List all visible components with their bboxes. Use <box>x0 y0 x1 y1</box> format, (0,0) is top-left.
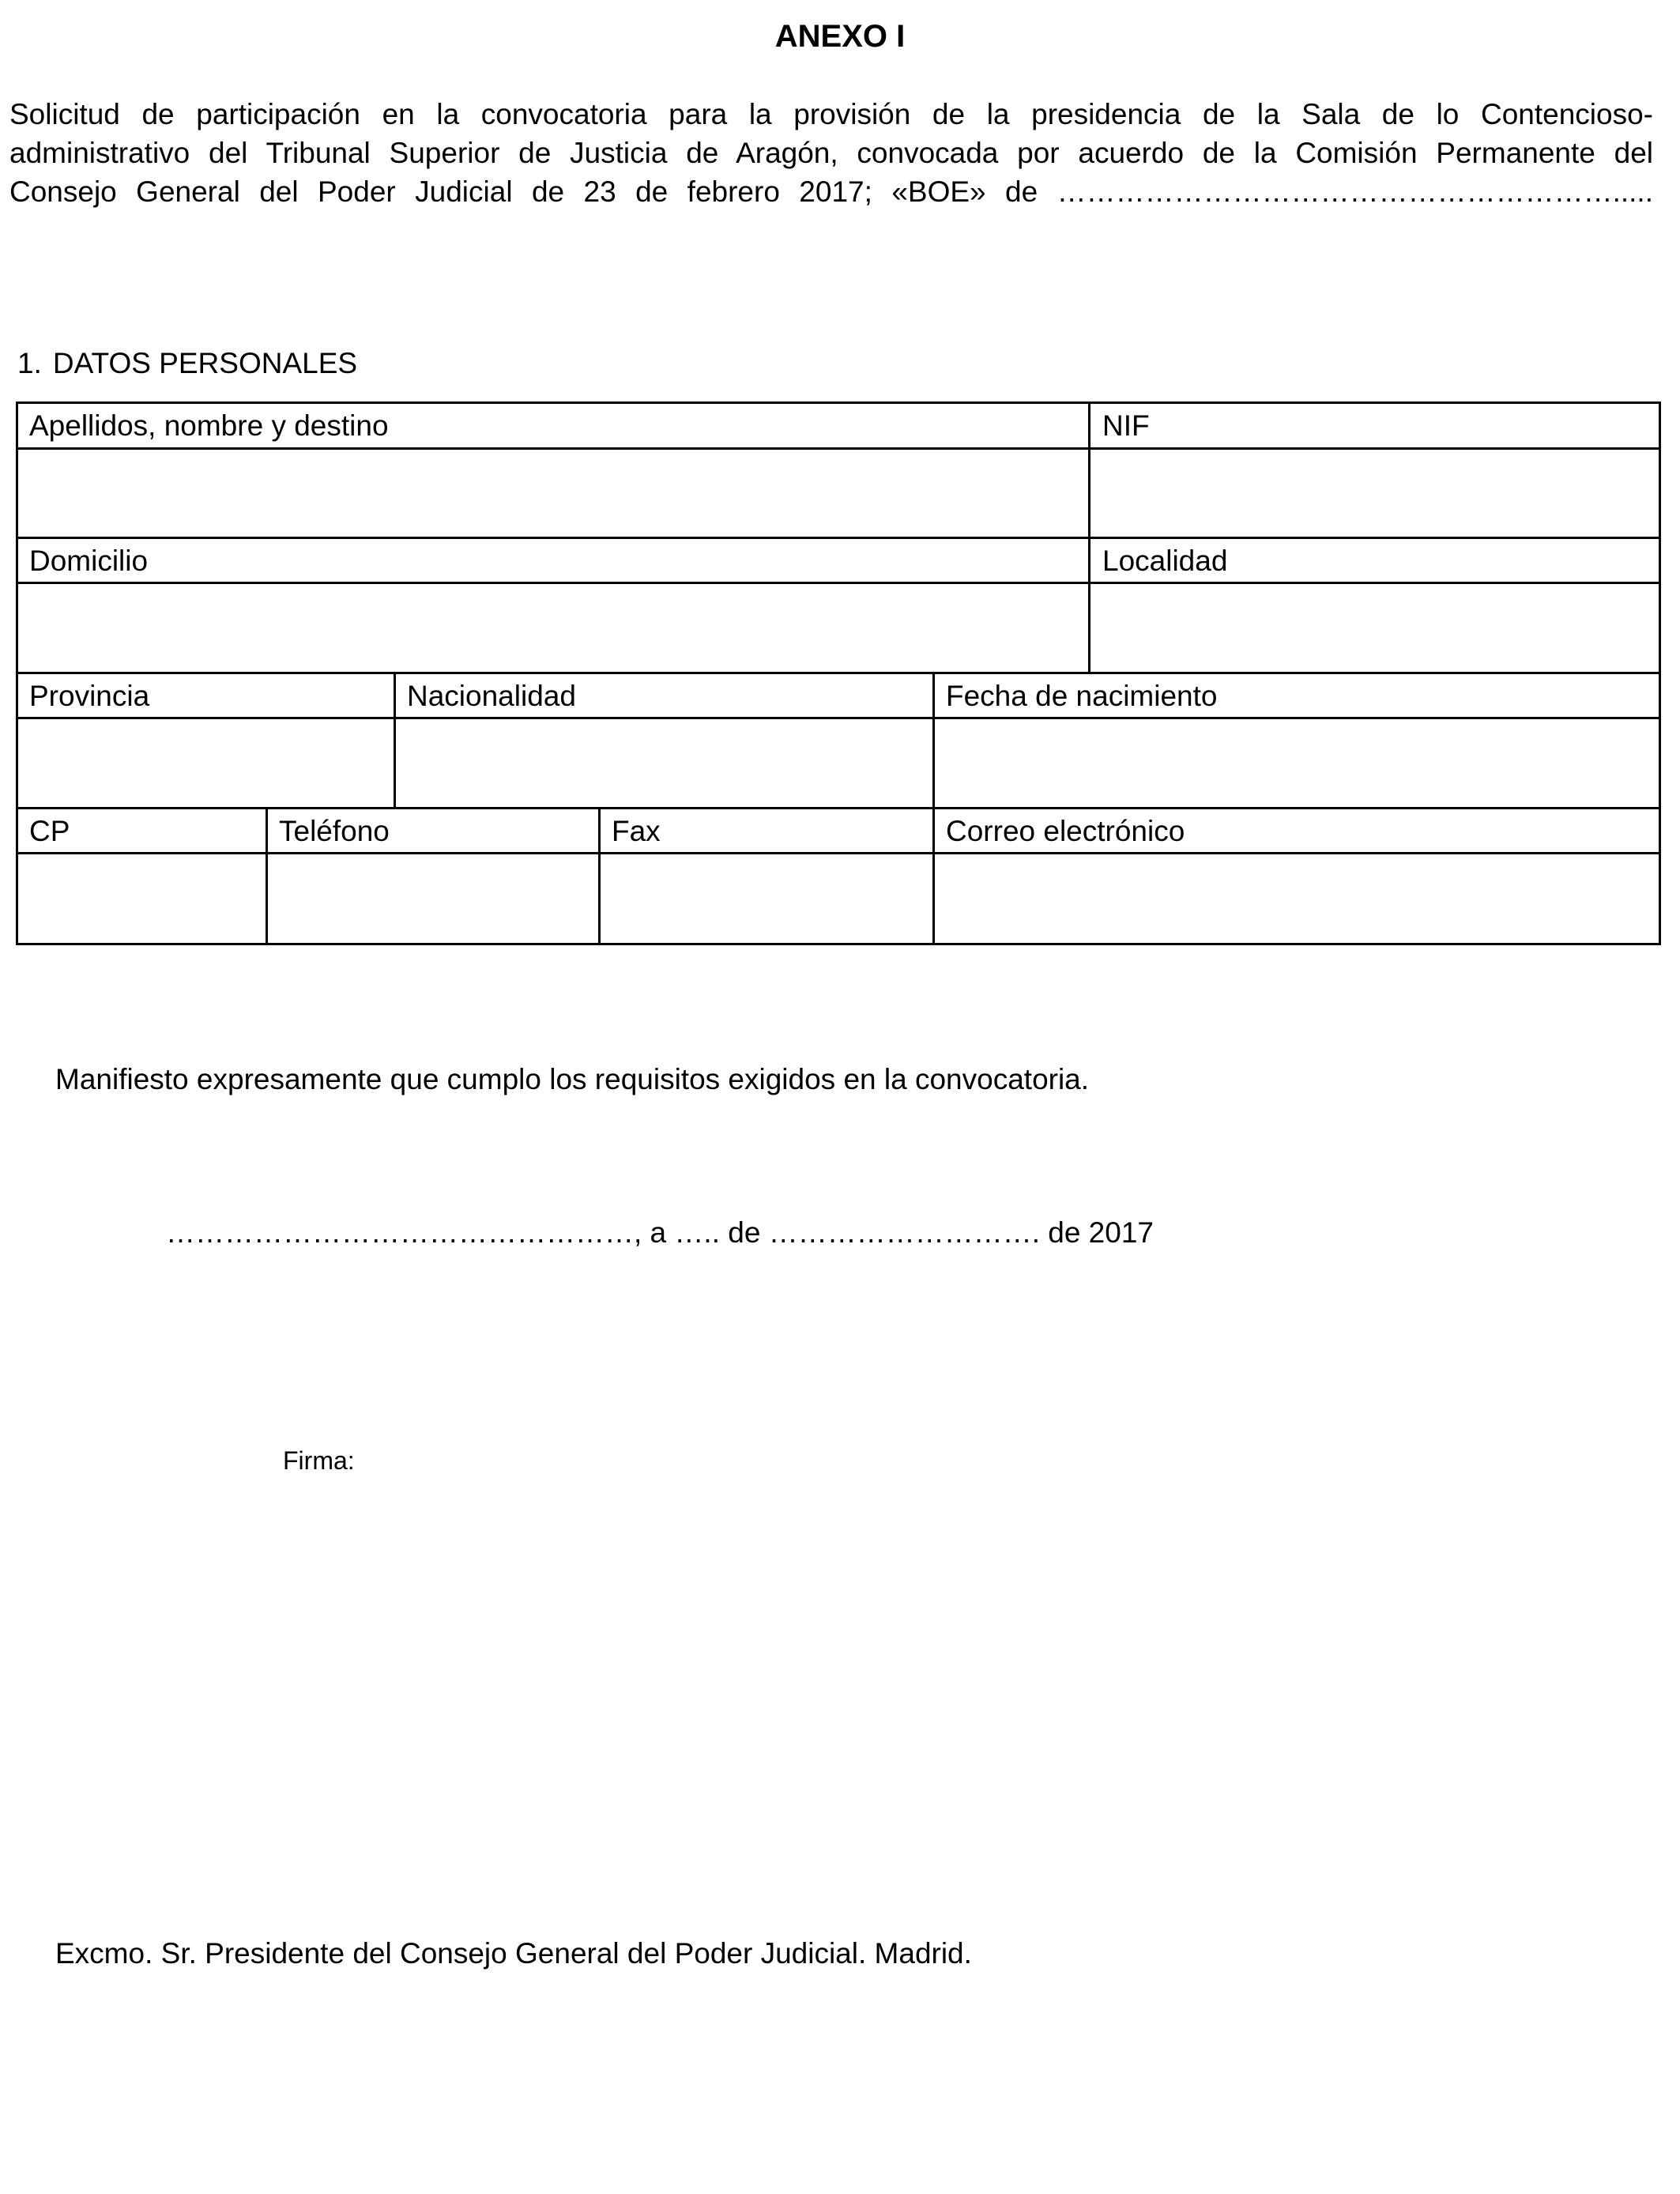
nif-label: NIF <box>1102 409 1150 442</box>
provincia-field[interactable] <box>18 719 394 809</box>
nacionalidad-field[interactable] <box>396 719 933 809</box>
fax-label: Fax <box>612 815 661 847</box>
correo-field[interactable] <box>935 854 1659 943</box>
signature-label: Firma: <box>283 1446 355 1475</box>
apellidos-label: Apellidos, nombre y destino <box>29 409 389 442</box>
telefono-field[interactable] <box>268 854 598 943</box>
form-divider <box>598 808 601 943</box>
page-title: ANEXO I <box>774 19 906 54</box>
provincia-label: Provincia <box>29 680 150 712</box>
fax-field[interactable] <box>601 854 933 943</box>
cp-field[interactable] <box>18 854 266 943</box>
domicilio-field[interactable] <box>18 584 1089 673</box>
form-divider <box>394 673 396 809</box>
form-divider <box>18 807 1659 809</box>
intro-line-2: administrativo del Tribunal Superior de Justicia de Aragón, convocada por acuerdo de la Comisión Permanente del <box>9 137 1653 169</box>
form-divider <box>18 717 1659 719</box>
form-divider <box>18 447 1659 450</box>
intro-paragraph <box>9 95 1653 211</box>
apellidos-field[interactable] <box>18 449 1089 538</box>
domicilio-label: Domicilio <box>29 545 149 577</box>
correo-label: Correo electrónico <box>946 815 1185 847</box>
section-heading <box>17 345 357 383</box>
telefono-label: Teléfono <box>279 815 390 847</box>
section-number: 1. <box>17 347 42 379</box>
form-divider <box>18 672 1659 674</box>
place-date-line: …………………………………………, a ….. de ………………………. de 2017 <box>166 1216 1154 1249</box>
intro-line-1: Solicitud de participación en la convocatoria para la provisión de la presidencia de la Sala de lo Contencioso- <box>9 98 1653 130</box>
form-divider <box>932 673 935 943</box>
form-divider <box>1088 404 1090 673</box>
form-divider <box>266 808 268 943</box>
cp-label: CP <box>29 815 70 847</box>
nacionalidad-label: Nacionalidad <box>407 680 576 712</box>
section-title: DATOS PERSONALES <box>52 347 358 379</box>
form-divider <box>18 582 1659 584</box>
intro-line-3: Consejo General del Poder Judicial de 23 de febrero 2017; «BOE» de …………………………………………………..... <box>9 175 1653 208</box>
declaration-text: Manifiesto expresamente que cumplo los requisitos exigidos en la convocatoria. <box>55 1063 1090 1095</box>
localidad-field[interactable] <box>1091 584 1659 673</box>
form-divider <box>18 852 1659 854</box>
fecha-nacimiento-field[interactable] <box>935 719 1659 809</box>
nif-field[interactable] <box>1091 449 1659 538</box>
personal-data-form <box>16 401 1661 945</box>
fecha-nacimiento-label: Fecha de nacimiento <box>946 680 1218 712</box>
localidad-label: Localidad <box>1102 545 1228 577</box>
addressee-text: Excmo. Sr. Presidente del Consejo General del Poder Judicial. Madrid. <box>55 1937 972 1970</box>
form-divider <box>18 537 1659 539</box>
